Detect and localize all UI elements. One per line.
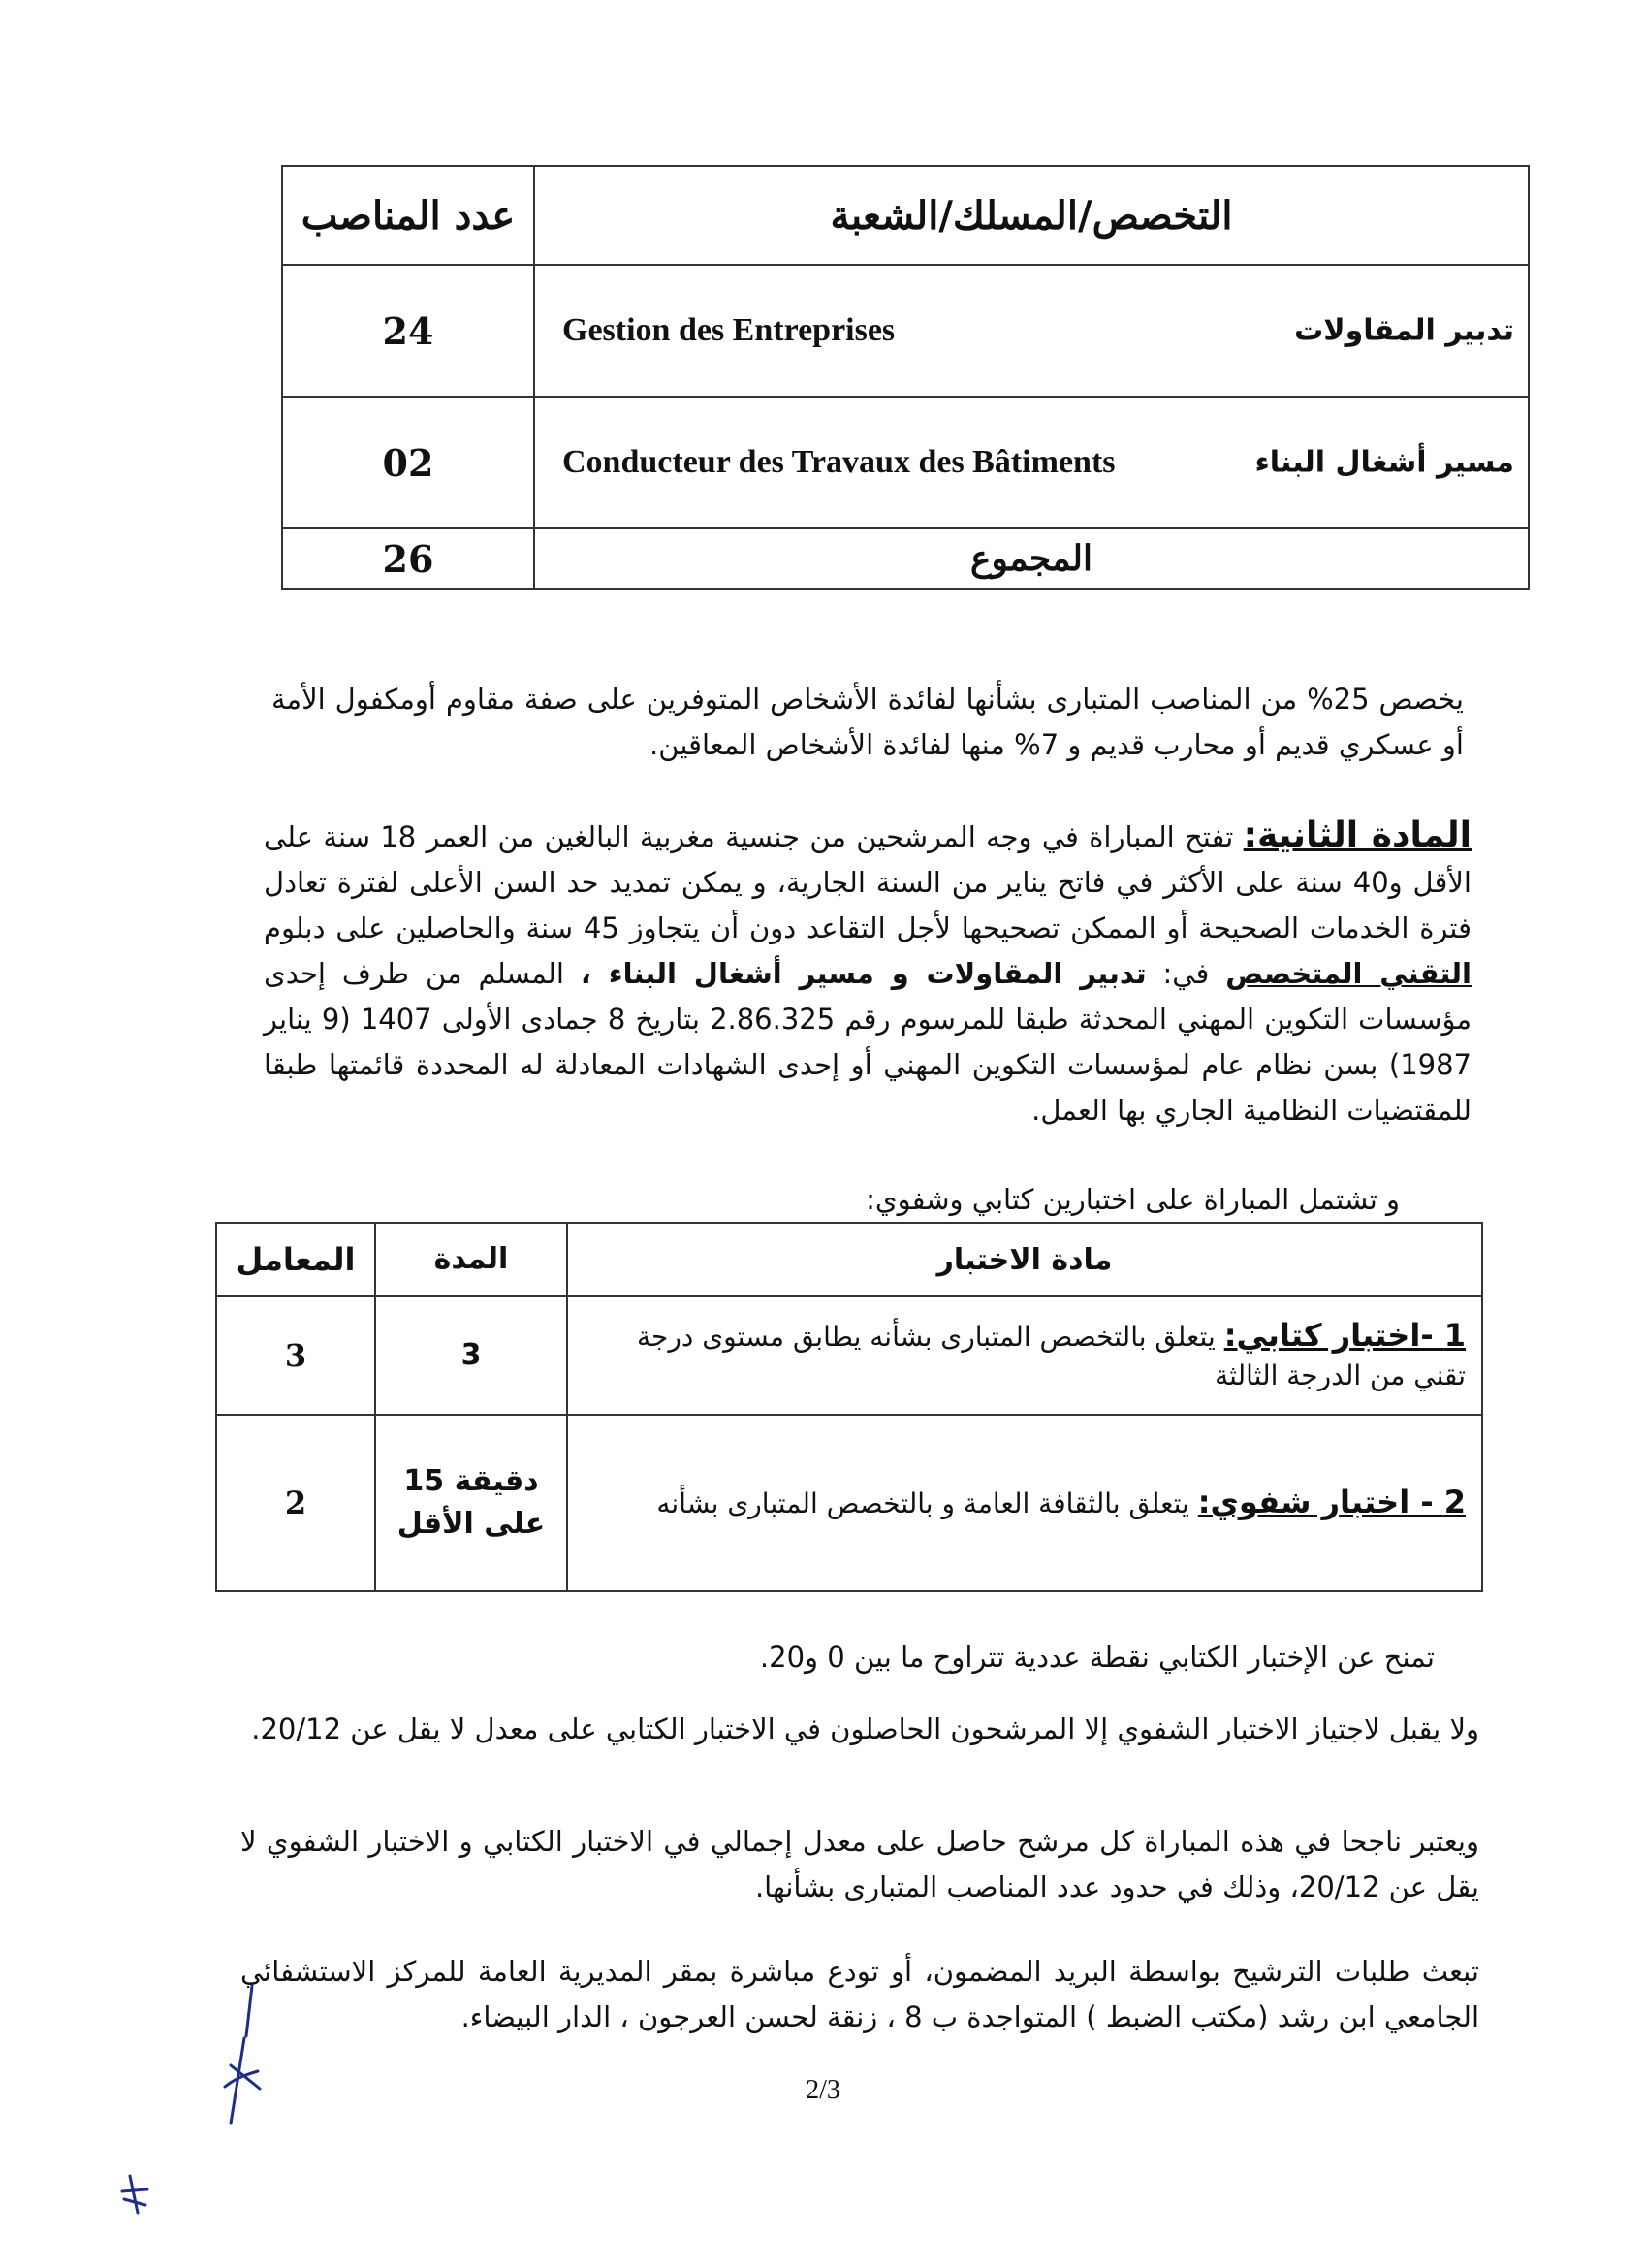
exam-duration-value: 3 (460, 1338, 482, 1372)
exam-coefficient: 2 (216, 1415, 375, 1591)
exam-description: يتعلق بالثقافة العامة و بالتخصص المتبارى بشأنه (656, 1487, 1198, 1519)
exams-table (215, 1222, 1483, 1592)
reserved-positions-paragraph: يخصص 25% من المناصب المتبارى بشأنها لفائدة الأشخاص المتوفرين على صفة مقاوم أومكفول الأمة أو عسكري قديم أو محارب قديم و 7% منها لفائدة الأشخاص المعاقين. (271, 683, 1464, 761)
exams-intro: و تشتمل المباراة على اختبارين كتابي وشفوي: (866, 1183, 1400, 1216)
handwritten-mark-icon (116, 2170, 155, 2219)
header-coefficient: المعامل (216, 1223, 375, 1296)
table-row (216, 1415, 1482, 1591)
header-specialty: التخصص/المسلك/الشعبة (534, 166, 1529, 265)
article-2-specialties: تدبير المقاولات و مسير أشغال البناء ، (580, 957, 1147, 990)
exam-subject (567, 1296, 1482, 1415)
exam-duration-qualifier: على الأقل (396, 1507, 546, 1541)
article-2-text-a: تفتح المباراة في وجه المرشحين من جنسية مغربية البالغين من العمر 18 سنة على الأقل و40 سنة على الأكثر في فاتح يناير من السنة الجارية، و يمكن تمديد حد السن الأعلى لفترة تعادل فترة الخدمات الصحيحة أو الممكن تصحيحها لأجل التقاعد دون أن يتجاوز 45 سنة والحاصلين على دبلوم (264, 820, 1472, 944)
total-count: 26 (282, 528, 534, 589)
exam-coefficient: 3 (216, 1296, 375, 1415)
exam-duration-value: 15 دقيقة (403, 1464, 539, 1498)
exam-description: يتعلق بالتخصص المتبارى بشأنه يطابق مستوى درجة تقني من الدرجة الثالثة (637, 1321, 1466, 1391)
exams-header-row (216, 1223, 1482, 1296)
grade-range-paragraph: تمنح عن الإختبار الكتابي نقطة عددية تتراوح ما بين 0 و20. (759, 1641, 1435, 1674)
article-2-paragraph (264, 813, 1472, 1134)
positions-count: 02 (282, 397, 534, 528)
article-2-text-c: المسلم من طرف إحدى مؤسسات التكوين المهني المحدثة طبقا للمرسوم رقم 2.86.325 بتاريخ 8 جمادى الأولى 1407 (9 يناير 1987) بسن نظام عام لمؤسسات التكوين المهني أو إحدى الشهادات المعادلة له المحددة قائمتها طبقا للمقتضيات النظامية الجاري بها العمل. (264, 957, 1472, 1127)
submission-paragraph: تبعث طلبات الترشيح بواسطة البريد المضمون، أو تودع مباشرة بمقر المديرية العامة للمركز الاستشفائي الجامعي ابن رشد (مكتب الضبط ) المتواجدة ب 8 ، زنقة لحسن العرجون ، الدار البيضاء. (240, 1955, 1479, 2033)
exam-duration (375, 1415, 567, 1591)
specialty-name-ar: تدبير المقاولات (1294, 313, 1514, 348)
table-row (282, 397, 1529, 528)
specialty-name-fr: Conducteur des Travaux des Bâtiments (562, 444, 1116, 480)
exam-duration (375, 1296, 567, 1415)
positions-count: 24 (282, 265, 534, 397)
exam-label: 2 - اختبار شفوي: (1197, 1484, 1466, 1520)
specialty-cell (534, 397, 1529, 528)
table-row (282, 265, 1529, 397)
oral-admission-paragraph: ولا يقبل لاجتياز الاختبار الشفوي إلا المرشحون الحاصلون في الاختبار الكتابي على معدل لا يقل عن 20/12. (251, 1712, 1479, 1745)
article-2-text-b: في: (1146, 957, 1226, 990)
positions-table (281, 165, 1530, 590)
exam-label: 1 -اختبار كتابي: (1223, 1317, 1466, 1354)
header-exam-subject: مادة الاختبار (567, 1223, 1482, 1296)
handwritten-initials-icon (217, 1978, 275, 2133)
page-number: 2/3 (806, 2075, 840, 2105)
article-2-title: المادة الثانية: (1243, 815, 1472, 855)
success-criteria-paragraph: ويعتبر ناجحا في هذه المباراة كل مرشح حاصل على معدل إجمالي في الاختبار الكتابي و الاختبار الشفوي لا يقل عن 20/12، وذلك في حدود عدد المناصب المتبارى بشأنها. (240, 1825, 1479, 1903)
table-row (216, 1296, 1482, 1415)
specialty-cell (534, 265, 1529, 397)
diploma-name: التقني المتخصص (1225, 957, 1472, 990)
specialty-name-ar: مسير أشغال البناء (1254, 445, 1514, 480)
header-duration: المدة (375, 1223, 567, 1296)
exam-subject (567, 1415, 1482, 1591)
total-row (282, 528, 1529, 589)
header-positions-count: عدد المناصب (282, 166, 534, 265)
specialty-name-fr: Gestion des Entreprises (562, 312, 896, 348)
positions-header-row (282, 166, 1529, 265)
total-label: المجموع (534, 528, 1529, 589)
